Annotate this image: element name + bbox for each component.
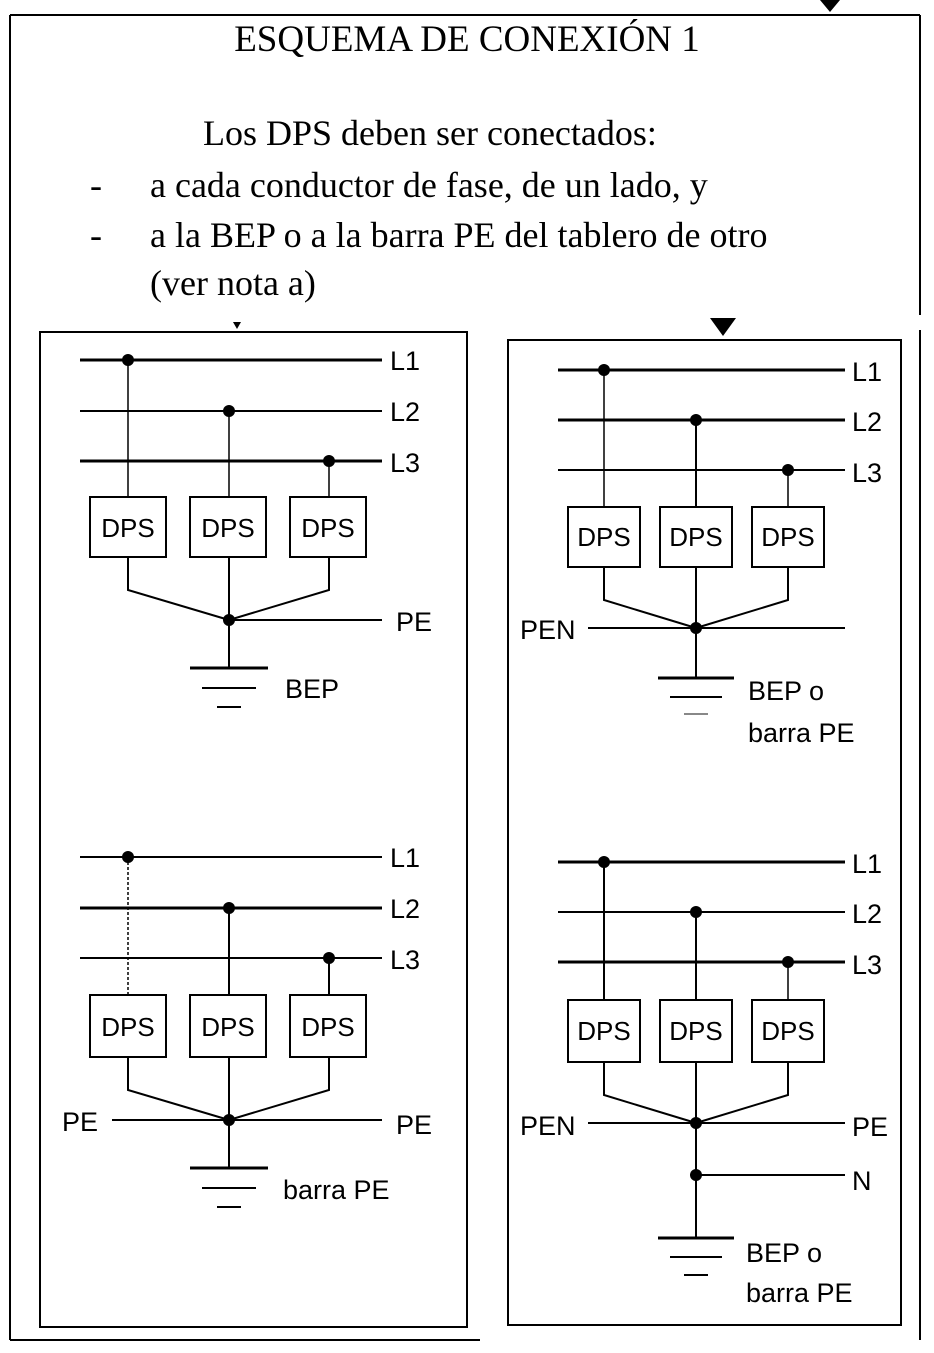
left-panel-marker <box>233 322 241 329</box>
label-l1: L1 <box>852 357 883 387</box>
dps-label: DPS <box>201 1012 255 1042</box>
label-n: N <box>852 1166 872 1196</box>
bullet-text: a la BEP o a la barra PE del tablero de otro <box>150 215 768 255</box>
label-l2: L2 <box>852 407 883 437</box>
page-title: ESQUEMA DE CONEXIÓN 1 <box>234 19 700 60</box>
label-l2: L2 <box>390 397 421 427</box>
dps-label: DPS <box>761 1016 815 1046</box>
dps-label: DPS <box>761 522 815 552</box>
label-pe-left: PE <box>62 1107 99 1137</box>
label-barra-pe: barra PE <box>746 1278 853 1308</box>
left-panel <box>40 332 467 1327</box>
label-l3: L3 <box>852 458 883 488</box>
label-pen: PEN <box>520 615 576 645</box>
bullet-text: a cada conductor de fase, de un lado, y <box>150 165 708 205</box>
diagram-bottom-right <box>558 862 845 1275</box>
dps-label: DPS <box>669 522 723 552</box>
intro-text: Los DPS deben ser conectados: <box>203 113 657 153</box>
dps-label: DPS <box>577 522 631 552</box>
dps-label: DPS <box>301 1012 355 1042</box>
label-l2: L2 <box>390 894 421 924</box>
right-panel-marker <box>710 318 736 336</box>
label-pe-right: PE <box>396 1110 433 1140</box>
top-arrow-marker <box>820 0 840 12</box>
right-panel <box>508 340 901 1325</box>
label-barra-pe: barra PE <box>283 1175 390 1205</box>
label-l1: L1 <box>390 346 421 376</box>
label-l1: L1 <box>852 849 883 879</box>
dps-label: DPS <box>301 513 355 543</box>
dps-label: DPS <box>201 513 255 543</box>
label-l3: L3 <box>390 945 421 975</box>
label-l3: L3 <box>852 950 883 980</box>
label-bep: BEP <box>285 674 340 704</box>
bullet-dash: - <box>90 165 102 205</box>
label-pen: PEN <box>520 1111 576 1141</box>
bullet-dash: - <box>90 215 102 255</box>
dps-label: DPS <box>101 513 155 543</box>
label-bep-o: BEP o <box>748 676 825 706</box>
label-barra-pe: barra PE <box>748 718 855 748</box>
label-bep-o: BEP o <box>746 1238 823 1268</box>
dps-label: DPS <box>669 1016 723 1046</box>
label-l3: L3 <box>390 448 421 478</box>
label-pe: PE <box>396 607 433 637</box>
label-l2: L2 <box>852 899 883 929</box>
bullet-continuation: (ver nota a) <box>150 263 316 303</box>
dps-label: DPS <box>577 1016 631 1046</box>
label-pe: PE <box>852 1112 889 1142</box>
label-l1: L1 <box>390 843 421 873</box>
dps-label: DPS <box>101 1012 155 1042</box>
